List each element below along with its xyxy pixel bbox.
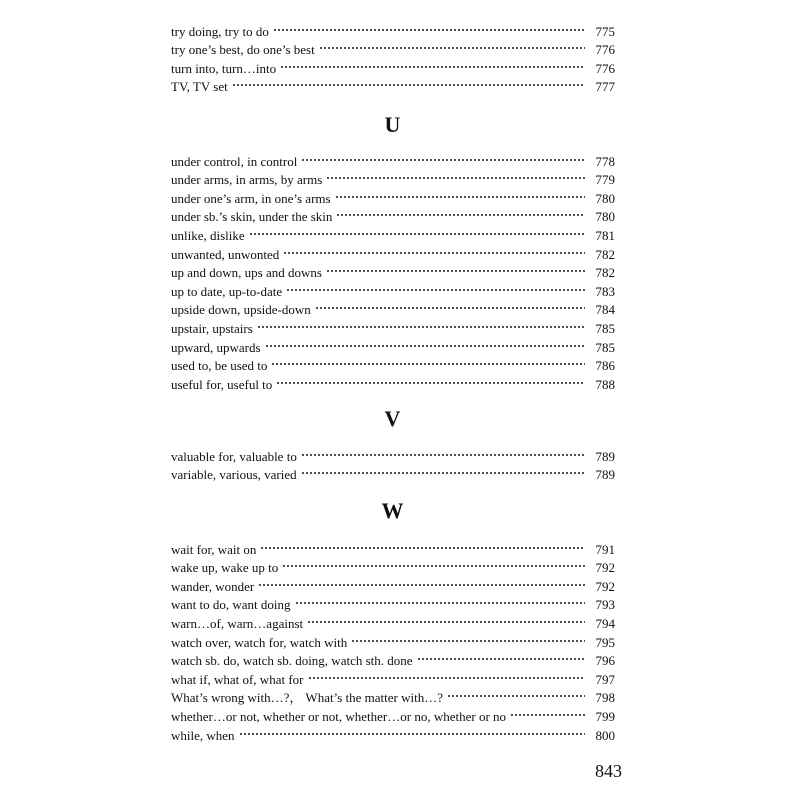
dot-leader [260,535,585,554]
entry-page: 788 [595,376,615,392]
entry-term: warn…of, warn…against [171,615,304,631]
dot-leader [417,647,585,666]
entry-page: 797 [595,671,615,687]
dot-leader [447,684,585,703]
dot-leader [258,572,585,591]
entry-page: 775 [595,23,615,39]
dot-leader [319,36,585,55]
dot-leader [257,314,585,333]
entry-term: used to, be used to [171,358,268,374]
entry-page: 781 [595,227,615,243]
dot-leader [326,166,585,185]
entry-page: 779 [595,172,615,188]
entry-page: 778 [595,153,615,169]
dot-leader [265,333,585,352]
dot-leader [351,628,585,647]
entry-term: up to date, up-to-date [171,283,283,299]
entry-term: under arms, in arms, by arms [171,172,323,188]
dot-leader [271,352,585,371]
dot-leader [335,184,585,203]
entry-page: 795 [595,634,615,650]
dot-leader [301,461,585,480]
entry-term: wake up, wake up to [171,560,279,576]
entry-term: TV, TV set [171,79,228,95]
entry-term: upstair, upstairs [171,320,253,336]
entry-term: whether…or not, whether or not, whether…or no, whether or no [171,708,507,724]
index-entry [171,721,615,743]
dot-leader [510,702,585,721]
dot-leader [276,370,585,389]
entry-page: 791 [595,541,615,557]
dot-leader [286,277,585,296]
entry-page: 782 [595,265,615,281]
section-heading-v: V [384,406,401,431]
dot-leader [232,73,585,92]
dot-leader [283,240,585,259]
section-heading-w: W [381,498,404,523]
entry-page: 800 [595,727,615,743]
dot-leader [307,609,585,628]
entry-term: under sb.’s skin, under the skin [171,209,333,225]
index-entry [171,442,615,464]
entry-term: upward, upwards [171,339,261,355]
dot-leader [280,54,585,73]
entry-term: watch over, watch for, watch with [171,634,348,650]
entry-page: 780 [595,209,615,225]
entry-term: upside down, upside-down [171,302,311,318]
index-entry [171,73,615,95]
index-entry [171,147,615,169]
index-list-t-continued [171,17,615,95]
entry-term: try doing, try to do [171,23,269,39]
entry-term: wait for, wait on [171,541,257,557]
dot-leader [301,147,585,166]
dot-leader [301,442,585,461]
dot-leader [239,721,585,740]
dot-leader [282,554,585,573]
entry-term: variable, various, varied [171,467,297,483]
entry-term: try one’s best, do one’s best [171,42,315,58]
entry-term: what if, what of, what for [171,671,304,687]
entry-page: 789 [595,467,615,483]
entry-page: 785 [595,339,615,355]
entry-term: What’s wrong with…?， What’s the matter with…? [171,690,443,706]
index-list-u [171,147,615,392]
entry-page: 780 [595,190,615,206]
entry-term: unwanted, unwonted [171,246,280,262]
entry-page: 798 [595,690,615,706]
entry-term: turn into, turn…into [171,60,277,76]
dot-leader [295,591,585,610]
entry-term: useful for, useful to [171,376,273,392]
dot-leader [326,259,585,278]
entry-page: 776 [595,42,615,58]
entry-page: 786 [595,358,615,374]
entry-term: under one’s arm, in one’s arms [171,190,331,206]
page-number: 843 [595,761,622,781]
entry-page: 796 [595,653,615,669]
entry-term: under control, in control [171,153,298,169]
section-heading-u: U [384,112,401,137]
entry-page: 794 [595,615,615,631]
entry-term: unlike, dislike [171,227,245,243]
entry-page: 789 [595,448,615,464]
entry-page: 799 [595,708,615,724]
entry-page: 793 [595,597,615,613]
dot-leader [273,17,585,36]
entry-page: 776 [595,60,615,76]
entry-term: wander, wonder [171,578,255,594]
index-entry [171,535,615,557]
index-entry [171,17,615,39]
index-list-v [171,442,615,483]
entry-term: while, when [171,727,235,743]
entry-page: 782 [595,246,615,262]
entry-term: up and down, ups and downs [171,265,322,281]
dot-leader [249,221,585,240]
dot-leader [308,665,586,684]
entry-page: 784 [595,302,615,318]
entry-page: 777 [595,79,615,95]
entry-term: valuable for, valuable to [171,448,297,464]
entry-term: watch sb. do, watch sb. doing, watch sth. done [171,653,413,669]
index-list-w [171,535,615,743]
entry-page: 792 [595,578,615,594]
entry-term: want to do, want doing [171,597,291,613]
entry-page: 783 [595,283,615,299]
entry-page: 785 [595,320,615,336]
dot-leader [315,296,585,315]
entry-page: 792 [595,560,615,576]
dot-leader [336,203,585,222]
